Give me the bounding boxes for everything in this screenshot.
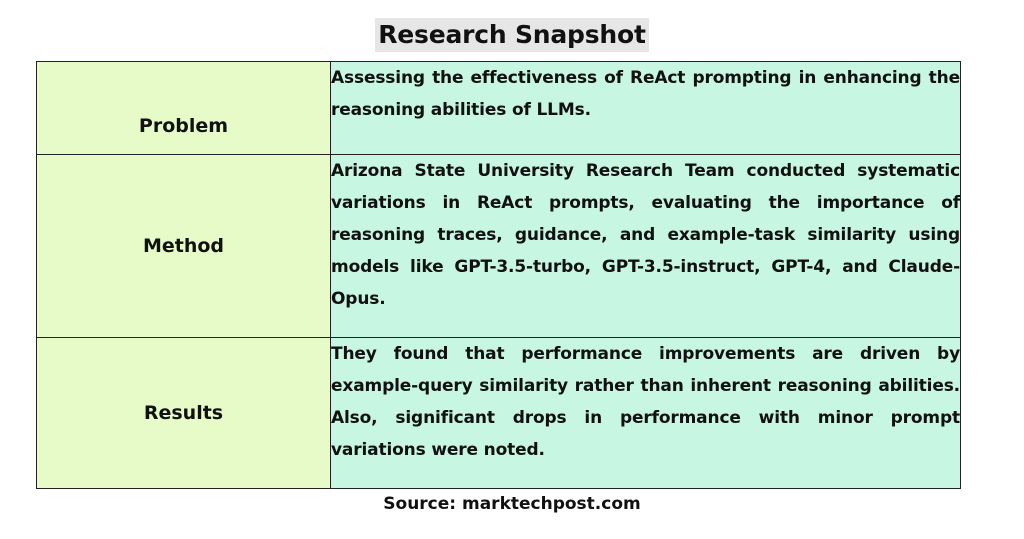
title-container	[0, 18, 1024, 52]
row-label-results: Results	[37, 338, 331, 489]
row-label-problem: Problem	[37, 62, 331, 155]
table-row-problem	[37, 62, 961, 155]
source-caption: Source: marktechpost.com	[383, 494, 641, 514]
row-content-problem: Assessing the effectiveness of ReAct prompting in enhancing the reasoning abilities of LLMs.	[331, 62, 961, 155]
row-label-method: Method	[37, 155, 331, 338]
page-title: Research Snapshot	[375, 18, 649, 52]
snapshot-table	[36, 61, 961, 489]
row-content-results: They found that performance improvements are driven by example-query similarity rather than inherent reasoning abilities. Also, significant drops in performance with minor prompt variations were noted.	[331, 338, 961, 489]
table-row-method	[37, 155, 961, 338]
table-row-results	[37, 338, 961, 489]
row-content-method: Arizona State University Research Team conducted systematic variations in ReAct prompts, evaluating the importance of reasoning traces, guidance, and example-task similarity using models like GPT-3.5-turbo, GPT-3.5-instruct, GPT-4, and Claude-Opus.	[331, 155, 961, 338]
